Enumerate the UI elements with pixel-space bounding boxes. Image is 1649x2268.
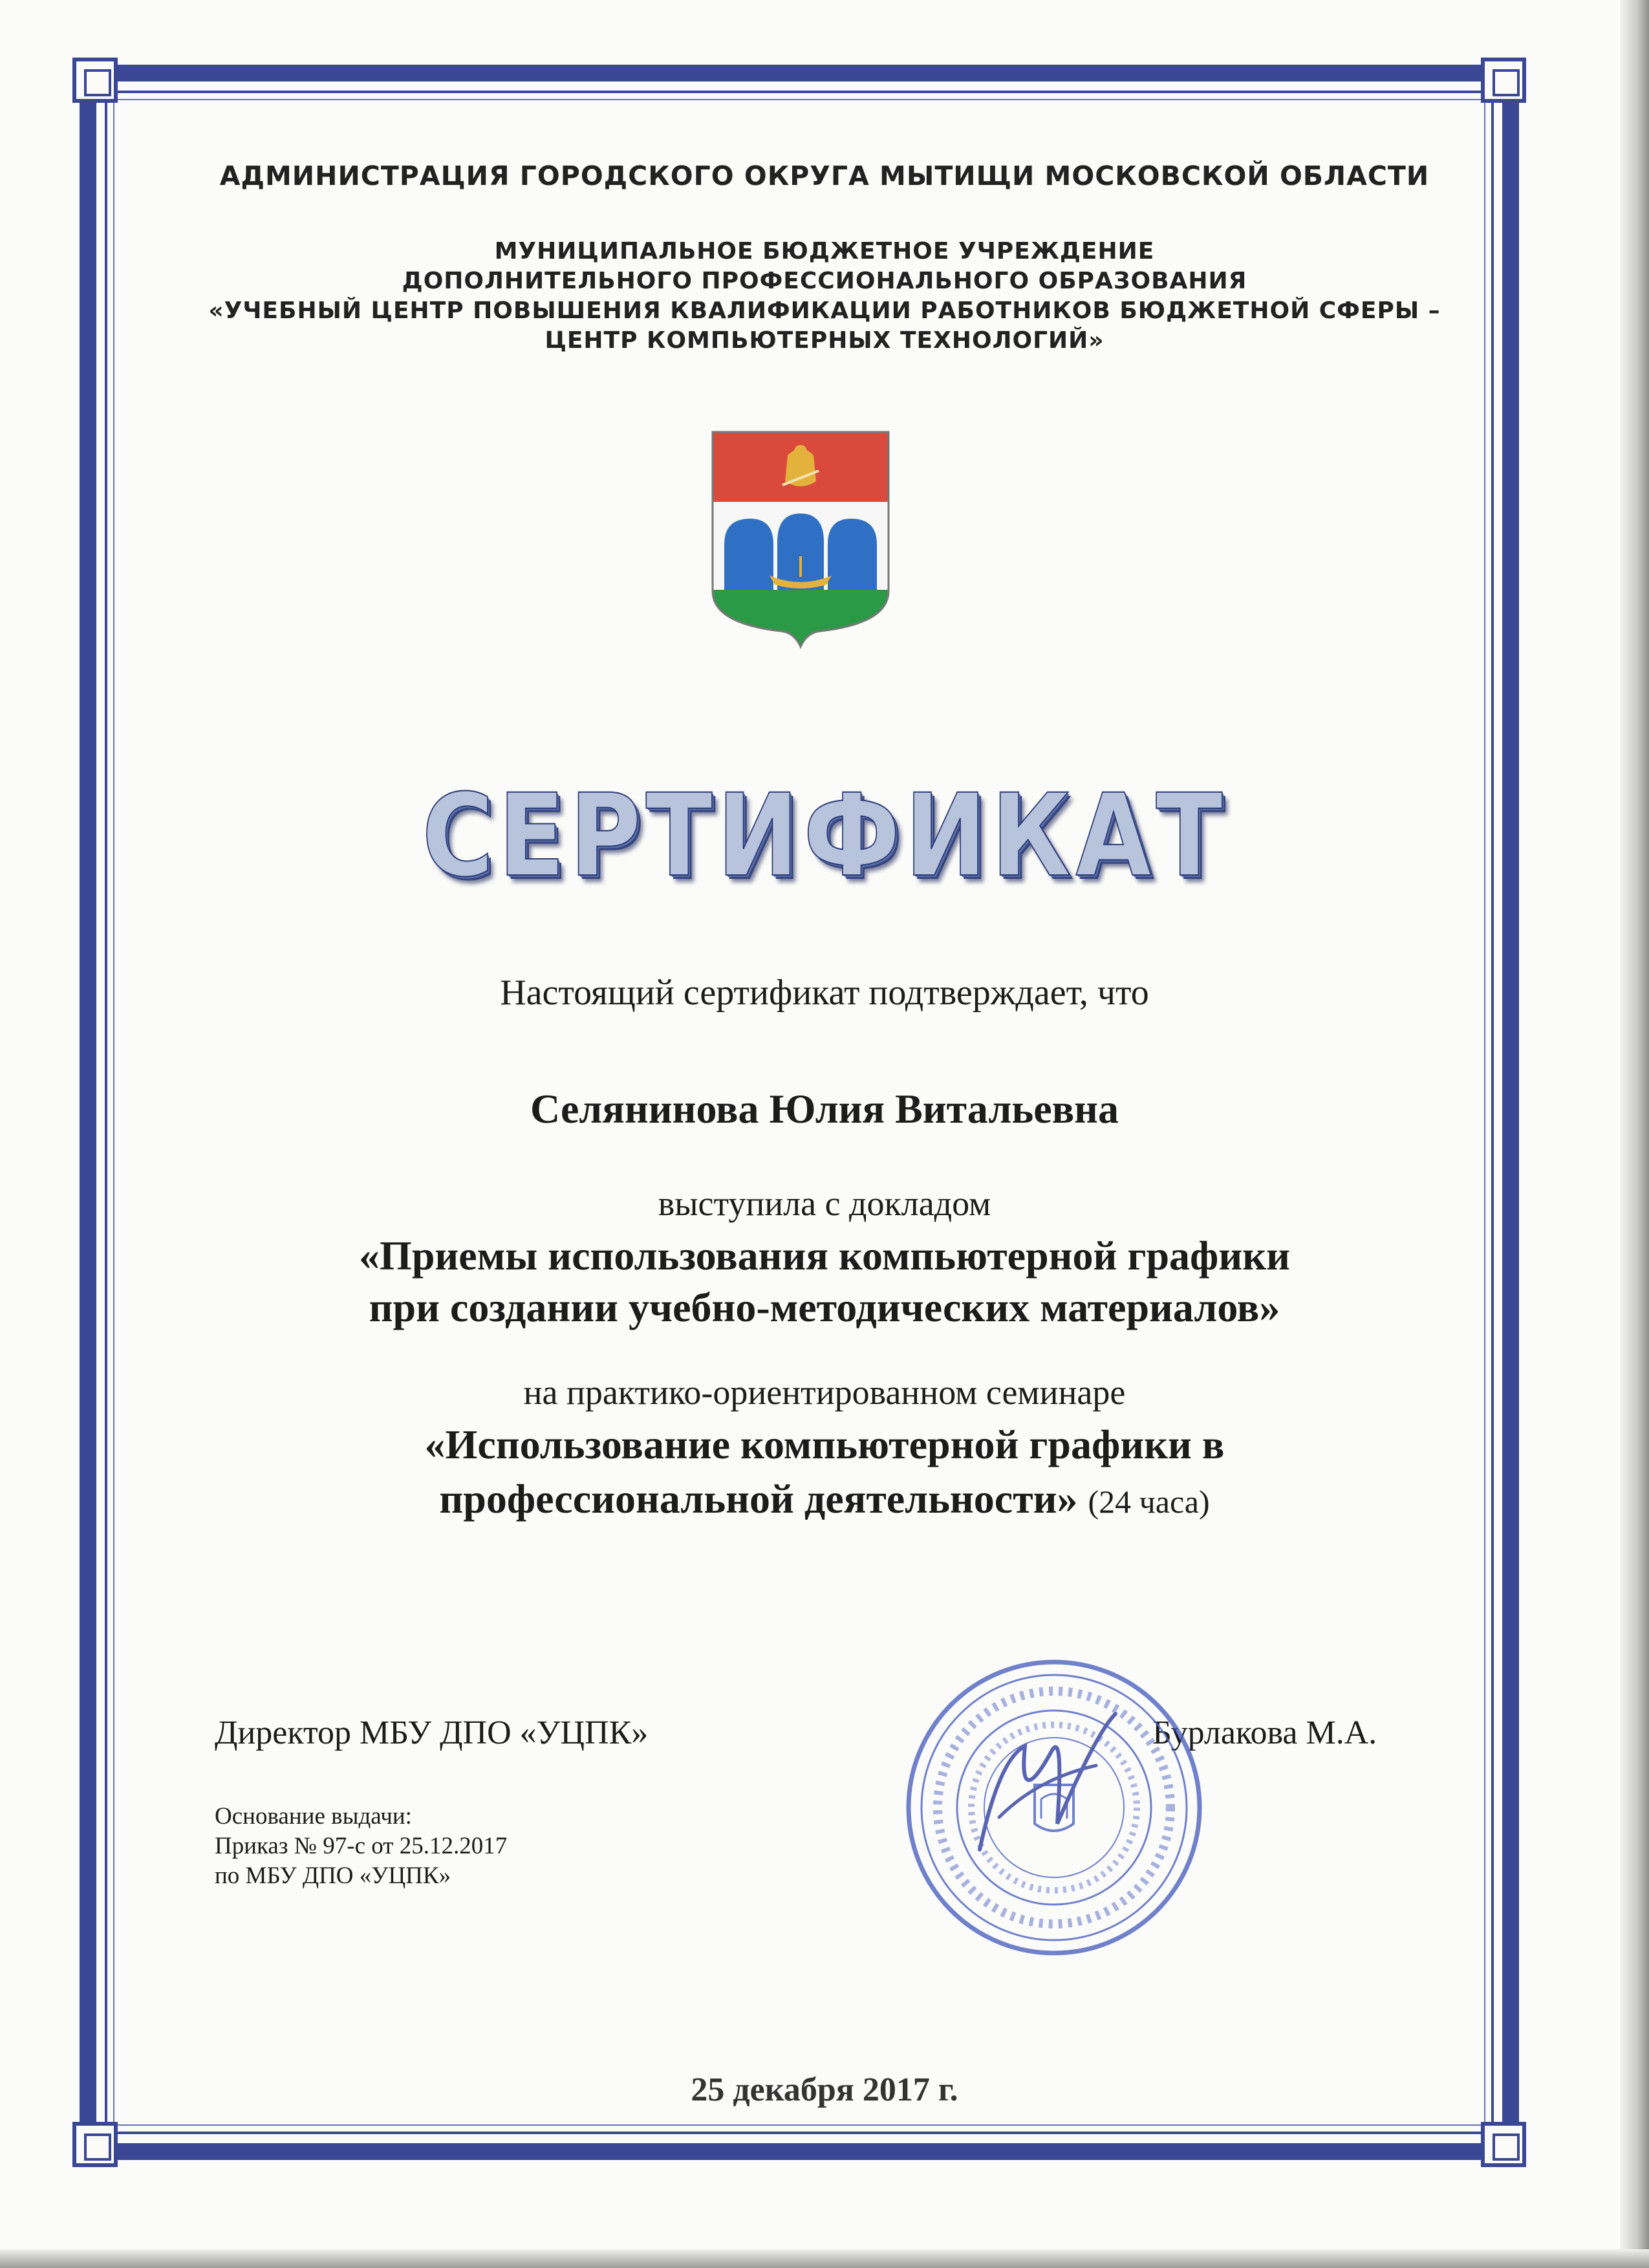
basis-label: Основание выдачи:	[215, 1803, 412, 1830]
institution-line: МУНИЦИПАЛЬНОЕ БЮДЖЕТНОЕ УЧРЕЖДЕНИЕ	[494, 238, 1155, 265]
official-seal-icon	[902, 1656, 1206, 1960]
certificate-lead-text: Настоящий сертификат подтверждает, что	[500, 973, 1149, 1013]
report-title-line: «Приемы использования компьютерной графики	[359, 1233, 1290, 1279]
action-text: выступила с докладом	[658, 1184, 991, 1223]
frame-corner-icon	[1481, 2122, 1526, 2167]
signatory-position: Директор МБУ ДПО «УЦПК»	[215, 1714, 649, 1751]
seminar-title-text: профессиональной деятельности»	[439, 1476, 1078, 1522]
frame-corner-icon	[1481, 58, 1526, 103]
event-intro-text: на практико-ориентированном семинаре	[523, 1373, 1126, 1412]
issuance-basis	[215, 1802, 507, 1891]
scan-edge-bottom	[0, 2249, 1649, 2268]
basis-order: Приказ № 97-с от 25.12.2017	[215, 1833, 508, 1859]
signatory-name: Бурлакова М.А.	[1152, 1714, 1377, 1751]
frame-corner-icon	[72, 2122, 118, 2167]
institution-line: «УЧЕБНЫЙ ЦЕНТР ПОВЫШЕНИЯ КВАЛИФИКАЦИИ РАБОТНИКОВ БЮДЖЕТНОЙ СФЕРЫ –	[208, 297, 1441, 324]
basis-org: по МБУ ДПО «УЦПК»	[215, 1863, 451, 1889]
institution-line: ЦЕНТР КОМПЬЮТЕРНЫХ ТЕХНОЛОГИЙ»	[544, 327, 1105, 354]
seminar-hours: (24 часа)	[1088, 1484, 1210, 1520]
frame-corner-icon	[72, 58, 118, 103]
seminar-title-line2	[0, 1474, 1649, 1526]
certificate-title: СЕРТИФИКАТ	[422, 770, 1227, 902]
recipient-name: Селянинова Юлия Витальевна	[530, 1086, 1119, 1132]
issue-date: 25 декабря 2017 г.	[691, 2071, 958, 2108]
institution-line: ДОПОЛНИТЕЛЬНОГО ПРОФЕССИОНАЛЬНОГО ОБРАЗОВАНИЯ	[402, 268, 1247, 294]
report-title-line: при создании учебно-методических материалов»	[369, 1284, 1280, 1330]
coat-of-arms-icon	[710, 429, 891, 649]
administration-heading: АДМИНИСТРАЦИЯ ГОРОДСКОГО ОКРУГА МЫТИЩИ МОСКОВСКОЙ ОБЛАСТИ	[219, 160, 1430, 191]
seminar-title-line: «Использование компьютерной графики в	[424, 1421, 1225, 1467]
